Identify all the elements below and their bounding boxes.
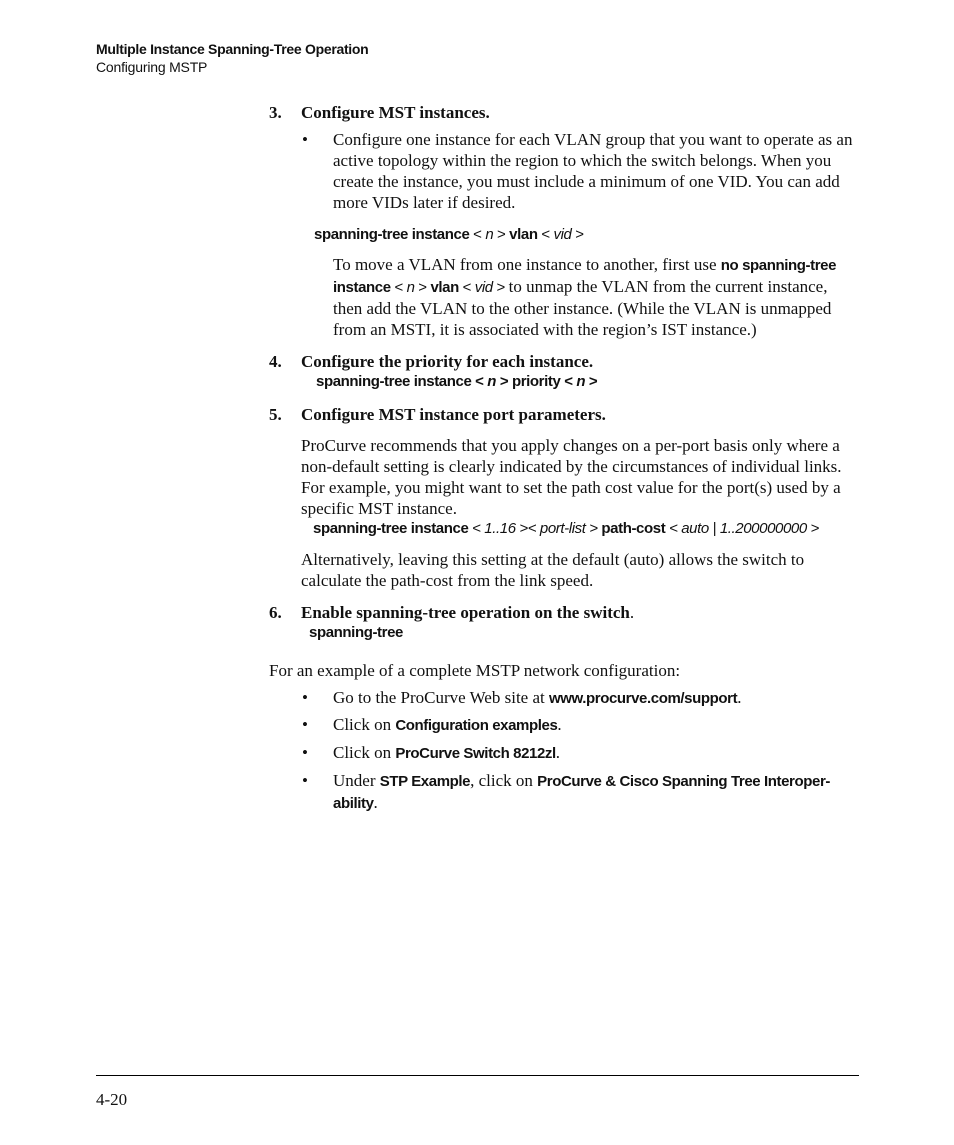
list-item: • Click on ProCurve Switch 8212zl.: [302, 743, 561, 762]
paragraph: ProCurve recommends that you apply changes on a per-port basis only where a non-default setting is clearly indicated by the circumstances of individual links. For example, you might want to set the path cost value for the port(s) used by a specific MST instance.: [301, 436, 842, 518]
step-heading-text: Enable spanning-tree operation on the switch: [301, 603, 630, 622]
step-number: 4.: [269, 352, 282, 371]
step-number: 6.: [269, 603, 282, 622]
step-5-heading: [269, 404, 869, 425]
list-item: • Under STP Example, click on ProCurve & Cisco Spanning Tree Interoper-ability.: [302, 771, 830, 812]
command-syntax: spanning-tree instance < n > priority < n >: [316, 373, 598, 390]
list-item: [269, 129, 857, 213]
step-number: 3.: [269, 103, 282, 122]
page-number: 4-20: [96, 1090, 128, 1109]
bullet-glyph: •: [302, 130, 308, 149]
command-syntax: spanning-tree instance < n > vlan < vid >: [314, 226, 584, 243]
paragraph: Alternatively, leaving this setting at the default (auto) allows the switch to calculate the path-cost from the link speed.: [301, 550, 805, 590]
website-link: www.procurve.com/support: [548, 690, 738, 707]
step-3-heading: [269, 102, 869, 123]
footer-rule: [96, 1075, 859, 1076]
running-header-title: Multiple Instance Spanning-Tree Operation: [96, 41, 369, 57]
command-syntax: spanning-tree: [309, 624, 403, 641]
bullet-glyph: •: [302, 743, 308, 762]
bullet-glyph: •: [302, 715, 308, 734]
list-item: • Click on Configuration examples.: [302, 715, 562, 734]
bullet-text: Configure one instance for each VLAN group that you want to operate as an active topology within the region to which the switch belongs. When you create the instance, you must include a minimum of one VID. You can add more VIDs later if desired.: [333, 130, 853, 212]
step-6-heading: 6. Enable spanning-tree operation on the switch.: [269, 603, 635, 622]
running-header-subtitle: Configuring MSTP: [96, 59, 208, 75]
step-heading-text: Configure MST instance port parameters.: [301, 405, 606, 424]
step-4-heading: [269, 351, 869, 372]
page-body: [269, 102, 869, 814]
command-syntax: spanning-tree instance < 1..16 >< port-list > path-cost < auto | 1..200000000 >: [313, 520, 819, 537]
list-item: • Go to the ProCurve Web site at www.procurve.com/support.: [302, 688, 742, 707]
step-number: 5.: [269, 405, 282, 424]
step-heading-text: Configure MST instances.: [301, 103, 490, 122]
paragraph: For an example of a complete MSTP network configuration:: [269, 661, 681, 680]
bullet-glyph: •: [302, 771, 308, 790]
bullet-glyph: •: [302, 688, 308, 707]
note-paragraph: To move a VLAN from one instance to another, first use no spanning-tree instance < n > vlan < vid > to unmap the VLAN from the current instance, then add the VLAN to the other instance. (While the VLAN is unmapped from an MSTI, it is associated with the region’s IST instance.): [333, 255, 837, 339]
step-heading-text: Configure the priority for each instance.: [301, 352, 594, 371]
